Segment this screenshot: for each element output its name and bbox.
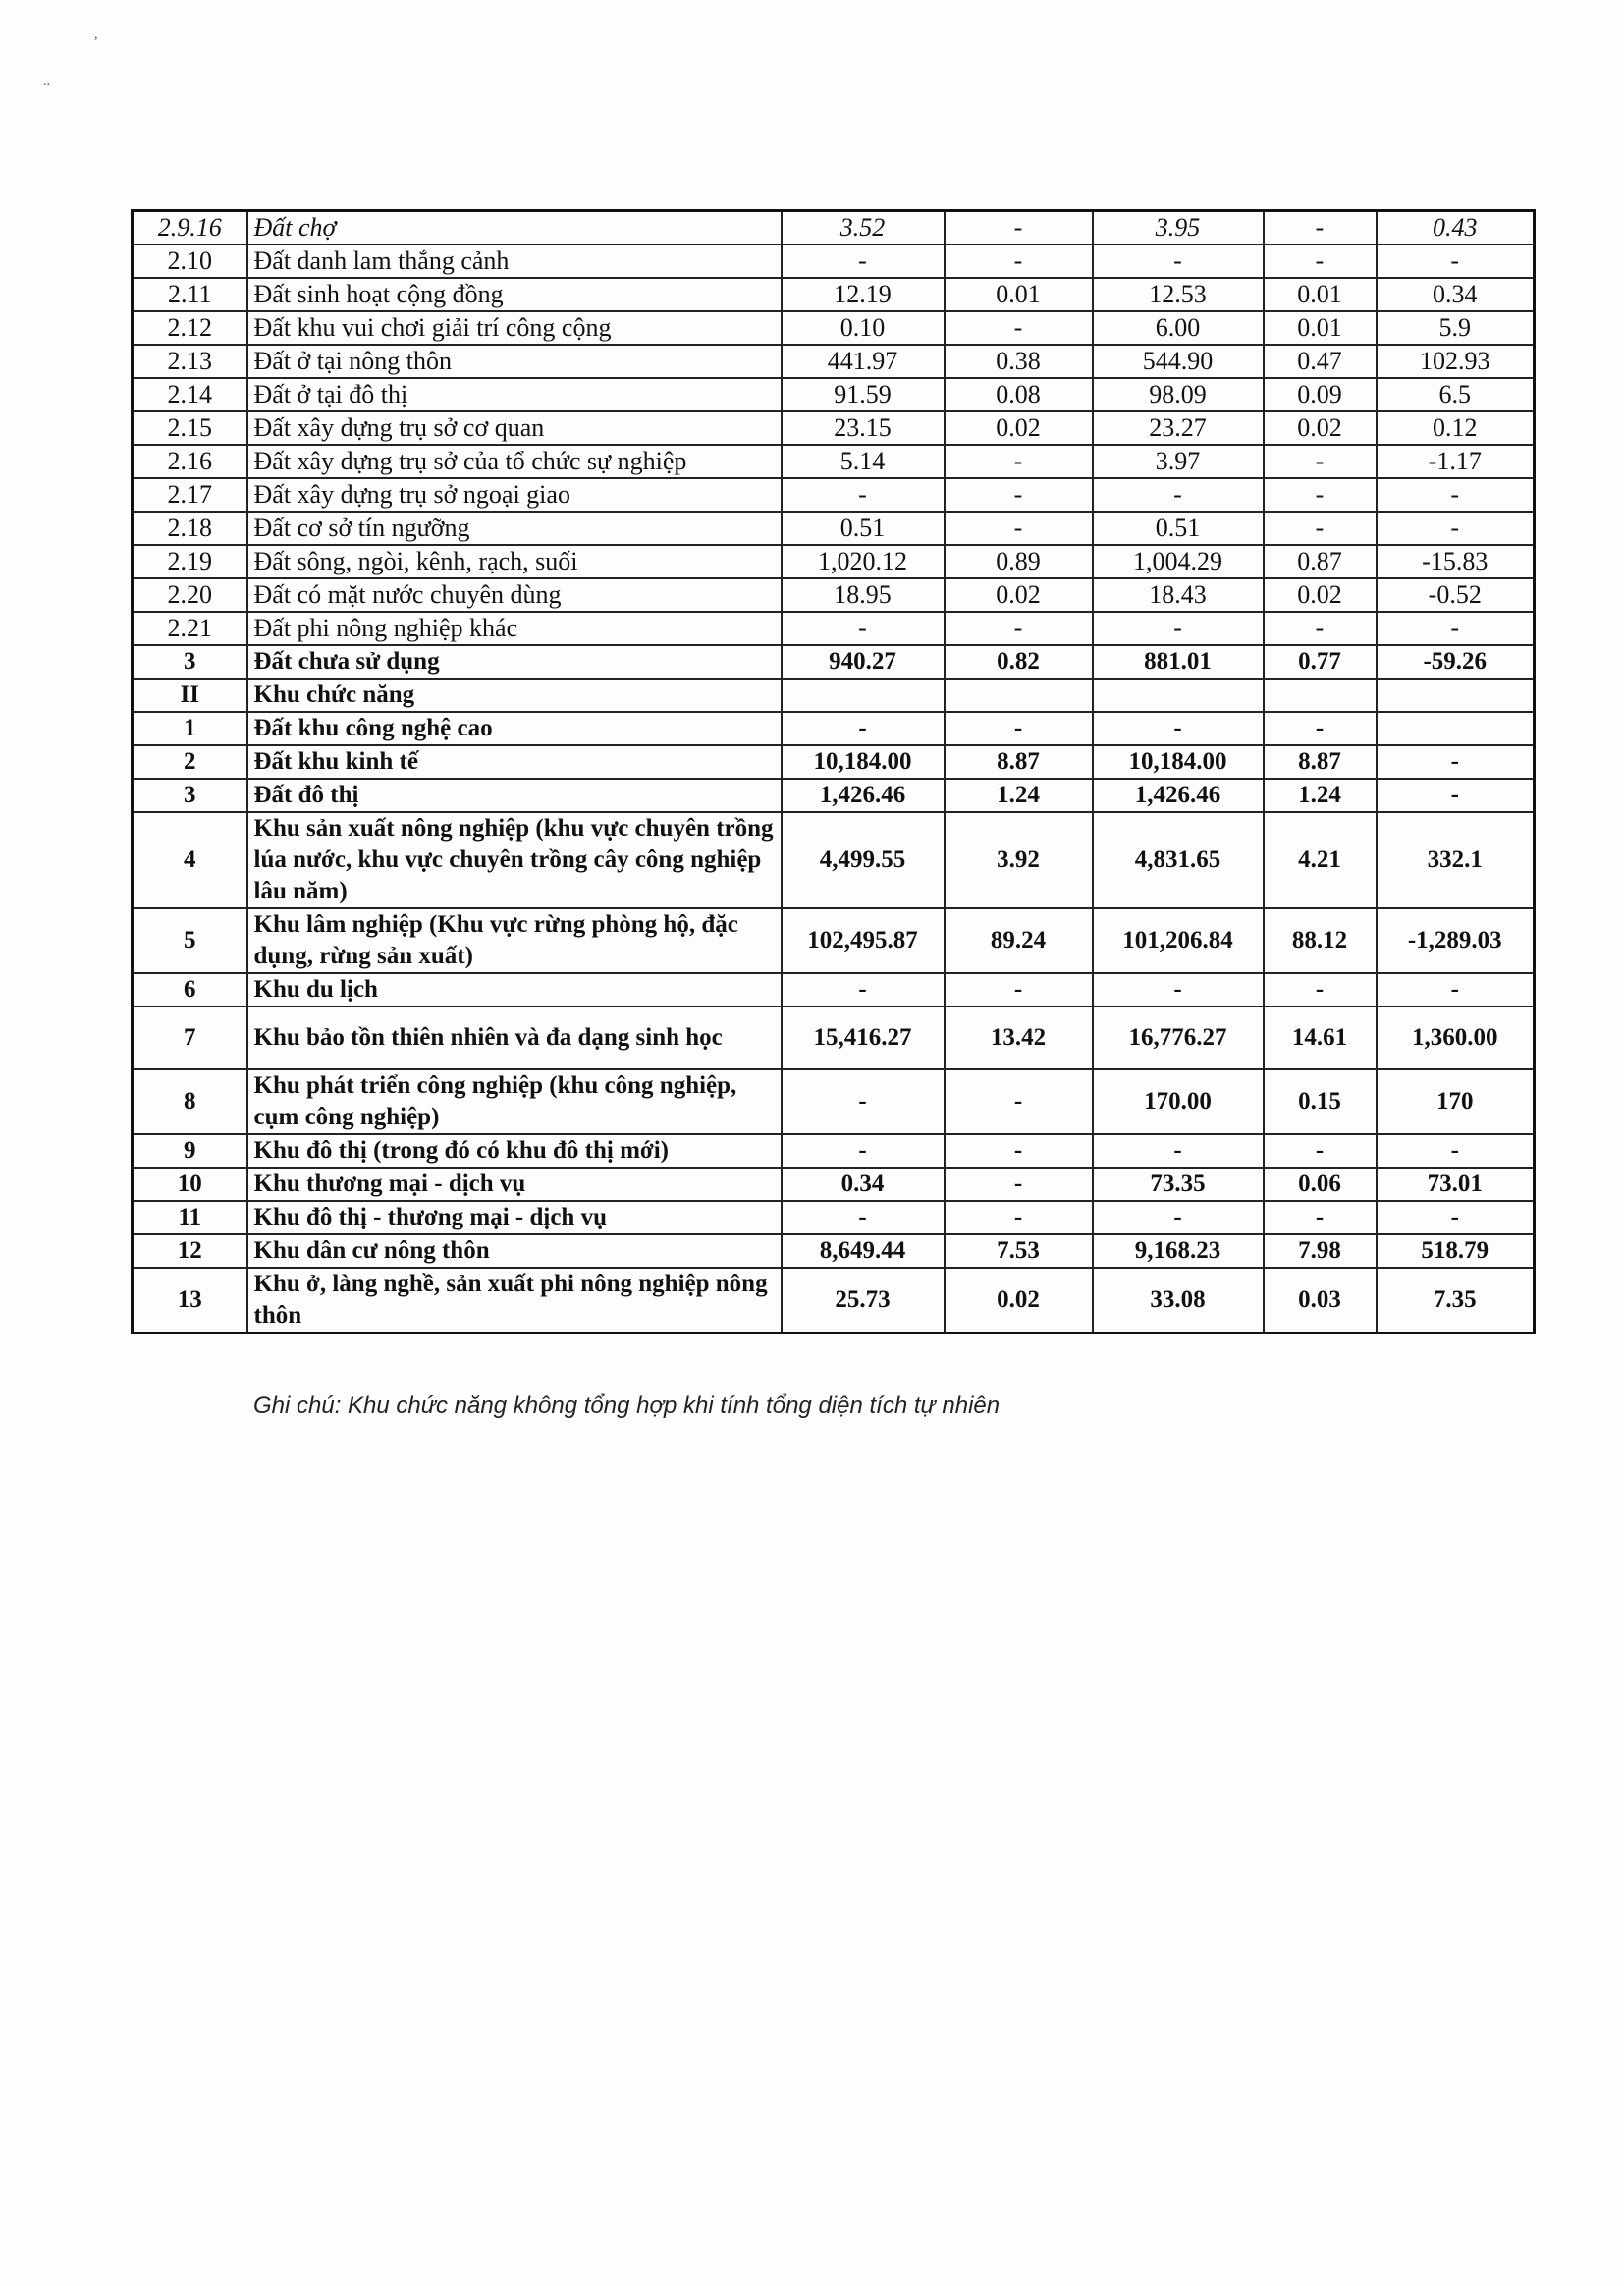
row-name: Đất danh lam thắng cảnh <box>247 245 782 278</box>
row-name: Đất khu công nghệ cao <box>247 712 782 745</box>
value-plan: 12.53 <box>1093 278 1264 311</box>
share-current: 0.08 <box>945 378 1093 411</box>
row-name: Khu bảo tồn thiên nhiên và đa dạng sinh học <box>247 1007 782 1069</box>
change: - <box>1377 512 1535 545</box>
share-plan <box>1264 679 1377 712</box>
row-name: Đất có mặt nước chuyên dùng <box>247 578 782 612</box>
row-number: 10 <box>133 1168 247 1201</box>
table-row <box>133 278 1535 311</box>
row-name: Đất khu kinh tế <box>247 745 782 779</box>
row-number: 1 <box>133 712 247 745</box>
value-current: 23.15 <box>782 411 945 445</box>
row-name: Khu thương mại - dịch vụ <box>247 1168 782 1201</box>
value-plan: 9,168.23 <box>1093 1234 1264 1268</box>
value-plan: 4,831.65 <box>1093 812 1264 908</box>
change: - <box>1377 973 1535 1007</box>
share-plan: 1.24 <box>1264 779 1377 812</box>
table-row <box>133 445 1535 478</box>
share-plan: - <box>1264 478 1377 512</box>
table-row <box>133 1168 1535 1201</box>
value-plan: - <box>1093 973 1264 1007</box>
share-plan: 88.12 <box>1264 908 1377 973</box>
value-current: 5.14 <box>782 445 945 478</box>
share-current: - <box>945 712 1093 745</box>
row-number: 2.19 <box>133 545 247 578</box>
share-current: - <box>945 1201 1093 1234</box>
value-plan: 6.00 <box>1093 311 1264 345</box>
value-current: 1,020.12 <box>782 545 945 578</box>
value-plan: 18.43 <box>1093 578 1264 612</box>
share-plan: 0.03 <box>1264 1268 1377 1334</box>
share-plan: - <box>1264 1201 1377 1234</box>
table-row <box>133 973 1535 1007</box>
row-number: 2.21 <box>133 612 247 645</box>
scan-speck: .. <box>43 75 50 89</box>
row-name: Khu phát triển công nghiệp (khu công nghiệp, cụm công nghiệp) <box>247 1069 782 1134</box>
row-name: Đất sinh hoạt cộng đồng <box>247 278 782 311</box>
table-row <box>133 1007 1535 1069</box>
table-row <box>133 345 1535 378</box>
row-name: Đất xây dựng trụ sở cơ quan <box>247 411 782 445</box>
row-name: Đất khu vui chơi giải trí công cộng <box>247 311 782 345</box>
table-row <box>133 245 1535 278</box>
change: 102.93 <box>1377 345 1535 378</box>
share-current: - <box>945 973 1093 1007</box>
share-plan: - <box>1264 245 1377 278</box>
share-plan: - <box>1264 973 1377 1007</box>
share-current: 0.89 <box>945 545 1093 578</box>
value-plan: - <box>1093 612 1264 645</box>
table-row <box>133 679 1535 712</box>
change: 0.34 <box>1377 278 1535 311</box>
row-number: 9 <box>133 1134 247 1168</box>
share-current: 89.24 <box>945 908 1093 973</box>
change: 7.35 <box>1377 1268 1535 1334</box>
share-current: 0.82 <box>945 645 1093 679</box>
row-number: 13 <box>133 1268 247 1334</box>
row-name: Đất cơ sở tín ngưỡng <box>247 512 782 545</box>
table-row <box>133 779 1535 812</box>
value-plan: 544.90 <box>1093 345 1264 378</box>
change: - <box>1377 245 1535 278</box>
value-plan: 16,776.27 <box>1093 1007 1264 1069</box>
share-plan: - <box>1264 1134 1377 1168</box>
table-row <box>133 745 1535 779</box>
row-number: 2.20 <box>133 578 247 612</box>
share-current: - <box>945 311 1093 345</box>
table-row <box>133 1268 1535 1334</box>
value-current: 3.52 <box>782 211 945 245</box>
value-current: - <box>782 612 945 645</box>
table-row <box>133 578 1535 612</box>
value-current: 4,499.55 <box>782 812 945 908</box>
change: -15.83 <box>1377 545 1535 578</box>
value-current: - <box>782 245 945 278</box>
table-row <box>133 411 1535 445</box>
share-current: - <box>945 1069 1093 1134</box>
value-plan: - <box>1093 245 1264 278</box>
value-current: - <box>782 973 945 1007</box>
share-plan: 0.01 <box>1264 311 1377 345</box>
row-number: 3 <box>133 645 247 679</box>
share-current <box>945 679 1093 712</box>
table-row <box>133 545 1535 578</box>
row-name: Khu đô thị (trong đó có khu đô thị mới) <box>247 1134 782 1168</box>
share-plan: 0.01 <box>1264 278 1377 311</box>
change: -1.17 <box>1377 445 1535 478</box>
change: -59.26 <box>1377 645 1535 679</box>
change: 0.12 <box>1377 411 1535 445</box>
value-current: 0.34 <box>782 1168 945 1201</box>
scan-speck: , <box>94 27 98 42</box>
share-current: 13.42 <box>945 1007 1093 1069</box>
row-name: Đất đô thị <box>247 779 782 812</box>
row-number: 5 <box>133 908 247 973</box>
change: - <box>1377 612 1535 645</box>
row-number: 8 <box>133 1069 247 1134</box>
share-current: 7.53 <box>945 1234 1093 1268</box>
share-plan: - <box>1264 512 1377 545</box>
change: -0.52 <box>1377 578 1535 612</box>
row-name: Đất chưa sử dụng <box>247 645 782 679</box>
row-name: Đất chợ <box>247 211 782 245</box>
share-current: - <box>945 445 1093 478</box>
value-plan: 3.97 <box>1093 445 1264 478</box>
share-current: - <box>945 512 1093 545</box>
share-current: 8.87 <box>945 745 1093 779</box>
row-name: Khu lâm nghiệp (Khu vực rừng phòng hộ, đặc dụng, rừng sản xuất) <box>247 908 782 973</box>
change: - <box>1377 1201 1535 1234</box>
share-plan: 0.47 <box>1264 345 1377 378</box>
value-current: - <box>782 1201 945 1234</box>
row-number: 3 <box>133 779 247 812</box>
table-row <box>133 712 1535 745</box>
table-footnote: Ghi chú: Khu chức năng không tổng hợp khi tính tổng diện tích tự nhiên <box>253 1392 1001 1419</box>
table-row <box>133 378 1535 411</box>
row-number: 11 <box>133 1201 247 1234</box>
value-current: 102,495.87 <box>782 908 945 973</box>
change: 170 <box>1377 1069 1535 1134</box>
row-name: Đất xây dựng trụ sở của tổ chức sự nghiệp <box>247 445 782 478</box>
row-number: 2 <box>133 745 247 779</box>
value-current: 0.51 <box>782 512 945 545</box>
share-plan: 8.87 <box>1264 745 1377 779</box>
row-number: II <box>133 679 247 712</box>
share-current: - <box>945 478 1093 512</box>
value-current: 25.73 <box>782 1268 945 1334</box>
change <box>1377 679 1535 712</box>
row-name: Đất phi nông nghiệp khác <box>247 612 782 645</box>
share-plan: - <box>1264 211 1377 245</box>
row-number: 4 <box>133 812 247 908</box>
value-current: 91.59 <box>782 378 945 411</box>
change <box>1377 712 1535 745</box>
value-plan: 10,184.00 <box>1093 745 1264 779</box>
value-current: - <box>782 1134 945 1168</box>
change: 73.01 <box>1377 1168 1535 1201</box>
value-current: 0.10 <box>782 311 945 345</box>
row-number: 2.12 <box>133 311 247 345</box>
table-row <box>133 1134 1535 1168</box>
value-plan: 1,004.29 <box>1093 545 1264 578</box>
value-plan: - <box>1093 712 1264 745</box>
share-plan: 0.06 <box>1264 1168 1377 1201</box>
share-current: - <box>945 1168 1093 1201</box>
table-row <box>133 645 1535 679</box>
share-plan: - <box>1264 612 1377 645</box>
share-plan: 0.77 <box>1264 645 1377 679</box>
share-plan: - <box>1264 445 1377 478</box>
value-current: 10,184.00 <box>782 745 945 779</box>
change: - <box>1377 1134 1535 1168</box>
share-plan: 0.02 <box>1264 411 1377 445</box>
change: - <box>1377 779 1535 812</box>
value-current <box>782 679 945 712</box>
value-plan: 101,206.84 <box>1093 908 1264 973</box>
share-current: 0.02 <box>945 578 1093 612</box>
row-number: 2.15 <box>133 411 247 445</box>
change: 1,360.00 <box>1377 1007 1535 1069</box>
table-row <box>133 311 1535 345</box>
value-plan: - <box>1093 1201 1264 1234</box>
row-number: 2.14 <box>133 378 247 411</box>
share-plan: 0.02 <box>1264 578 1377 612</box>
land-use-table <box>131 209 1536 1334</box>
row-number: 2.10 <box>133 245 247 278</box>
value-plan: 170.00 <box>1093 1069 1264 1134</box>
row-number: 6 <box>133 973 247 1007</box>
row-name: Khu du lịch <box>247 973 782 1007</box>
row-number: 2.16 <box>133 445 247 478</box>
share-plan: 0.09 <box>1264 378 1377 411</box>
row-name: Khu ở, làng nghề, sản xuất phi nông nghiệp nông thôn <box>247 1268 782 1334</box>
share-current: - <box>945 211 1093 245</box>
value-plan: - <box>1093 478 1264 512</box>
value-current: 940.27 <box>782 645 945 679</box>
share-plan: 0.15 <box>1264 1069 1377 1134</box>
row-number: 7 <box>133 1007 247 1069</box>
row-name: Khu đô thị - thương mại - dịch vụ <box>247 1201 782 1234</box>
table-row <box>133 1234 1535 1268</box>
change: 332.1 <box>1377 812 1535 908</box>
value-plan: - <box>1093 1134 1264 1168</box>
value-plan: 1,426.46 <box>1093 779 1264 812</box>
change: - <box>1377 745 1535 779</box>
table-row <box>133 1069 1535 1134</box>
row-name: Khu chức năng <box>247 679 782 712</box>
share-current: - <box>945 612 1093 645</box>
table-row <box>133 512 1535 545</box>
share-current: - <box>945 245 1093 278</box>
row-name: Khu dân cư nông thôn <box>247 1234 782 1268</box>
share-current: 0.38 <box>945 345 1093 378</box>
share-current: 3.92 <box>945 812 1093 908</box>
row-number: 2.11 <box>133 278 247 311</box>
value-current: 18.95 <box>782 578 945 612</box>
row-name: Đất sông, ngòi, kênh, rạch, suối <box>247 545 782 578</box>
value-current: 8,649.44 <box>782 1234 945 1268</box>
share-current: 0.02 <box>945 1268 1093 1334</box>
row-name: Đất ở tại đô thị <box>247 378 782 411</box>
row-name: Đất xây dựng trụ sở ngoại giao <box>247 478 782 512</box>
value-plan: 23.27 <box>1093 411 1264 445</box>
share-current: 1.24 <box>945 779 1093 812</box>
share-current: 0.01 <box>945 278 1093 311</box>
row-number: 2.17 <box>133 478 247 512</box>
value-plan: 881.01 <box>1093 645 1264 679</box>
value-current: - <box>782 712 945 745</box>
share-current: 0.02 <box>945 411 1093 445</box>
value-current: - <box>782 478 945 512</box>
share-plan: 0.87 <box>1264 545 1377 578</box>
row-name: Đất ở tại nông thôn <box>247 345 782 378</box>
value-current: - <box>782 1069 945 1134</box>
change: 0.43 <box>1377 211 1535 245</box>
row-number: 2.13 <box>133 345 247 378</box>
share-plan: 14.61 <box>1264 1007 1377 1069</box>
table-row <box>133 211 1535 245</box>
change: 518.79 <box>1377 1234 1535 1268</box>
value-current: 441.97 <box>782 345 945 378</box>
share-plan: - <box>1264 712 1377 745</box>
row-name: Khu sản xuất nông nghiệp (khu vực chuyên trồng lúa nước, khu vực chuyên trồng cây công nghiệp lâu năm) <box>247 812 782 908</box>
table-row <box>133 1201 1535 1234</box>
table-row <box>133 812 1535 908</box>
value-current: 15,416.27 <box>782 1007 945 1069</box>
share-plan: 7.98 <box>1264 1234 1377 1268</box>
value-plan: 3.95 <box>1093 211 1264 245</box>
table-row <box>133 612 1535 645</box>
change: 5.9 <box>1377 311 1535 345</box>
change: -1,289.03 <box>1377 908 1535 973</box>
share-current: - <box>945 1134 1093 1168</box>
change: - <box>1377 478 1535 512</box>
value-plan <box>1093 679 1264 712</box>
table-row <box>133 908 1535 973</box>
value-current: 12.19 <box>782 278 945 311</box>
value-plan: 0.51 <box>1093 512 1264 545</box>
row-number: 2.9.16 <box>133 211 247 245</box>
value-current: 1,426.46 <box>782 779 945 812</box>
value-plan: 33.08 <box>1093 1268 1264 1334</box>
row-number: 12 <box>133 1234 247 1268</box>
value-plan: 73.35 <box>1093 1168 1264 1201</box>
change: 6.5 <box>1377 378 1535 411</box>
table-row <box>133 478 1535 512</box>
share-plan: 4.21 <box>1264 812 1377 908</box>
value-plan: 98.09 <box>1093 378 1264 411</box>
row-number: 2.18 <box>133 512 247 545</box>
